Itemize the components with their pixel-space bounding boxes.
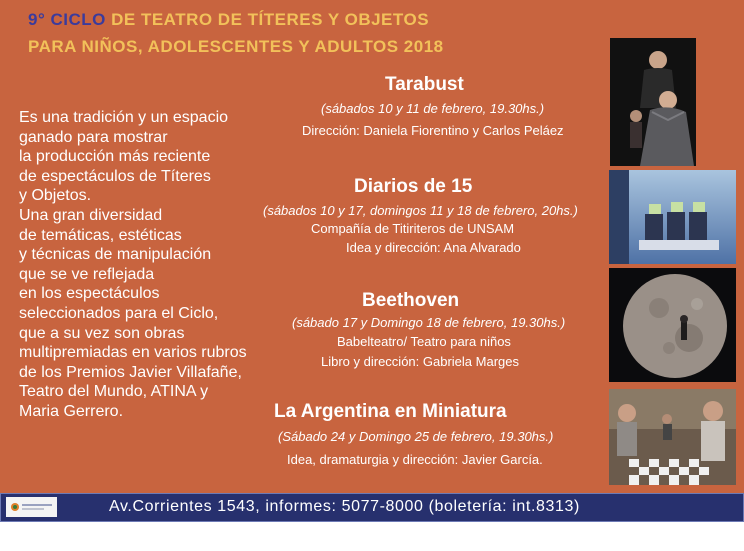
show-dates-beethoven: (sábado 17 y Domingo 18 de febrero, 19.30hs.) <box>292 315 566 330</box>
header-line1-rest: DE TEATRO DE TÍTERES Y OBJETOS <box>111 10 430 29</box>
show-credit-diarios-de-15: Compañía de Titiriteros de UNSAM <box>311 221 515 236</box>
show-title-tarabust: Tarabust <box>385 74 464 95</box>
intro-line: que se ve reflejada <box>19 265 155 283</box>
intro-line: y técnicas de manipulación <box>19 246 212 264</box>
intro-text <box>19 108 259 422</box>
intro-line: de temáticas, estéticas <box>19 226 182 244</box>
show-title-la-argentina-en-miniatura: La Argentina en Miniatura <box>274 401 507 422</box>
header-title-line2: PARA NIÑOS, ADOLESCENTES Y ADULTOS 2018 <box>28 37 444 56</box>
show-dates-la-argentina-en-miniatura: (Sábado 24 y Domingo 25 de febrero, 19.30hs.) <box>278 429 554 444</box>
show-credit-diarios-de-15: Idea y dirección: Ana Alvarado <box>346 240 521 255</box>
intro-line: seleccionados para el Ciclo, <box>19 304 219 322</box>
photo-beethoven <box>609 268 736 382</box>
show-credit-la-argentina-en-miniatura: Idea, dramaturgia y dirección: Javier García. <box>287 452 543 467</box>
intro-line: multipremiadas en varios rubros <box>19 344 247 362</box>
intro-line: ganado para mostrar <box>19 128 168 146</box>
header-title-line1 <box>28 10 429 30</box>
intro-line: la producción más reciente <box>19 148 211 166</box>
intro-line: de espectáculos de Títeres <box>19 167 211 185</box>
header-number: 9° <box>28 10 46 29</box>
intro-line: Maria Gerrero. <box>19 402 124 420</box>
header-ciclo: CICLO <box>50 10 106 29</box>
show-credit-beethoven: Libro y dirección: Gabriela Marges <box>321 354 519 369</box>
intro-line: de los Premios Javier Villafañe, <box>19 363 242 381</box>
intro-line: Una gran diversidad <box>19 206 163 224</box>
show-dates-diarios-de-15: (sábados 10 y 17, domingos 11 y 18 de febrero, 20hs.) <box>263 203 578 218</box>
show-title-diarios-de-15: Diarios de 15 <box>354 176 473 197</box>
photo-tarabust <box>610 38 696 166</box>
footer-address: Av.Corrientes 1543, informes: 5077-8000 (boletería: int.8313) <box>109 498 580 515</box>
intro-line: y Objetos. <box>19 187 92 205</box>
footer-bar <box>0 493 744 522</box>
intro-line: que a su vez son obras <box>19 324 185 342</box>
photo-diarios-de-15 <box>609 170 736 264</box>
intro-line: Teatro del Mundo, ATINA y <box>19 383 209 401</box>
sponsor-logo <box>6 497 57 517</box>
show-credit-tarabust: Dirección: Daniela Fiorentino y Carlos Peláez <box>302 123 564 138</box>
intro-line: en los espectáculos <box>19 285 160 303</box>
photo-la-argentina-en-miniatura <box>609 389 736 485</box>
show-credit-beethoven: Babelteatro/ Teatro para niños <box>337 334 511 349</box>
show-dates-tarabust: (sábados 10 y 11 de febrero, 19.30hs.) <box>321 101 545 116</box>
show-title-beethoven: Beethoven <box>362 290 460 311</box>
intro-line: Es una tradición y un espacio <box>19 109 229 126</box>
